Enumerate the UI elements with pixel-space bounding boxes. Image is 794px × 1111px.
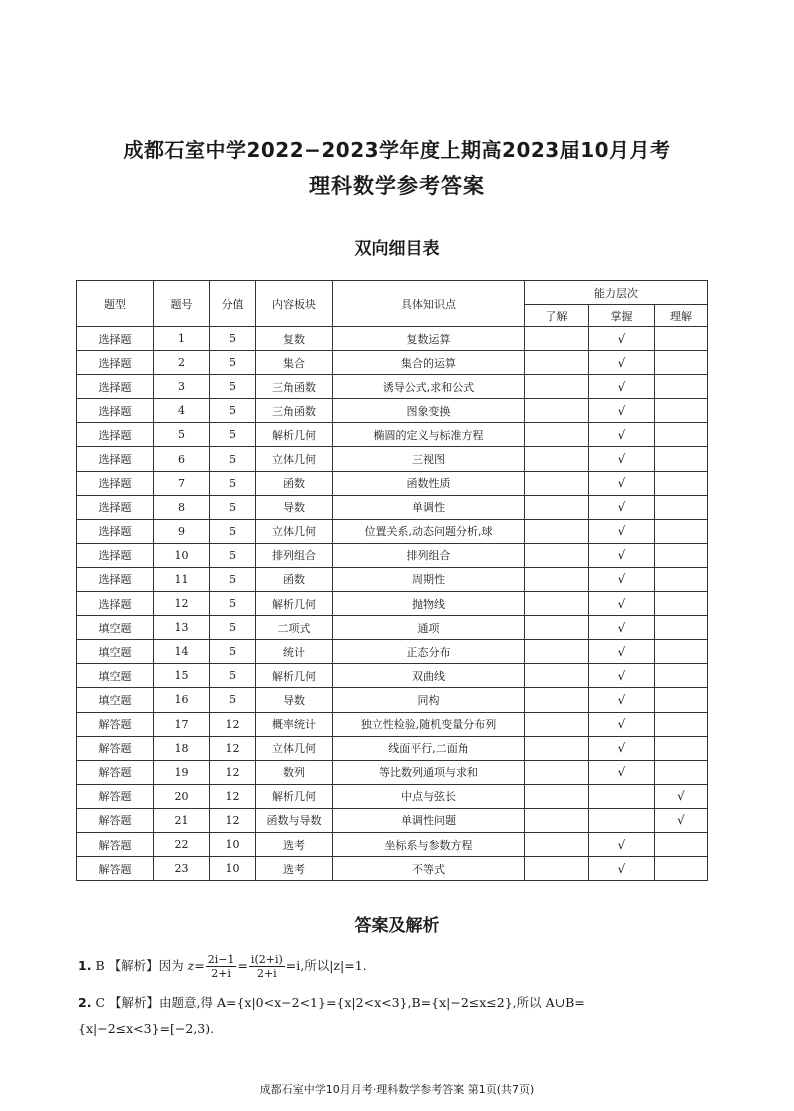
cell-score: 5 (210, 664, 256, 688)
answer-2-tag: 【解析】 (109, 995, 160, 1010)
cell-knowledge: 通项 (333, 616, 525, 640)
header-level-comprehend: 理解 (655, 305, 708, 327)
cell-score: 5 (210, 640, 256, 664)
two-way-specification-table (76, 280, 708, 881)
fraction-1-numerator: 2i−1 (207, 953, 235, 966)
cell-number: 12 (154, 592, 210, 616)
cell-type: 解答题 (77, 712, 154, 736)
cell-knowledge: 双曲线 (333, 664, 525, 688)
answer-1-eq: = (194, 958, 205, 973)
cell-number: 23 (154, 857, 210, 881)
cell-level-0 (525, 567, 589, 591)
cell-level-0 (525, 327, 589, 351)
cell-level-2 (655, 327, 708, 351)
cell-module: 概率统计 (256, 712, 333, 736)
cell-level-1 (589, 375, 655, 399)
cell-type: 解答题 (77, 857, 154, 881)
cell-level-1 (589, 471, 655, 495)
cell-level-1 (589, 616, 655, 640)
table-row (77, 327, 708, 351)
cell-type: 填空题 (77, 688, 154, 712)
cell-level-0 (525, 857, 589, 881)
checkmark-icon: √ (617, 765, 626, 780)
cell-type: 选择题 (77, 399, 154, 423)
cell-number: 14 (154, 640, 210, 664)
cell-score: 10 (210, 832, 256, 856)
table-row (77, 832, 708, 856)
cell-level-2 (655, 567, 708, 591)
cell-level-1 (589, 712, 655, 736)
answer-1-eq-2: = (237, 958, 248, 973)
cell-level-0 (525, 519, 589, 543)
table-row (77, 567, 708, 591)
cell-score: 12 (210, 760, 256, 784)
page-footer: 成都石室中学10月月考·理科数学参考答案 第1页(共7页) (259, 1083, 535, 1096)
cell-knowledge: 不等式 (333, 857, 525, 881)
cell-type: 选择题 (77, 567, 154, 591)
cell-module: 三角函数 (256, 399, 333, 423)
answer-1-tag: 【解析】 (108, 958, 159, 973)
cell-level-0 (525, 447, 589, 471)
cell-type: 选择题 (77, 351, 154, 375)
cell-knowledge: 集合的运算 (333, 351, 525, 375)
checkmark-icon: √ (617, 596, 626, 611)
cell-score: 5 (210, 399, 256, 423)
cell-level-1 (589, 736, 655, 760)
cell-module: 函数 (256, 471, 333, 495)
cell-level-1 (589, 423, 655, 447)
cell-level-2 (655, 857, 708, 881)
cell-level-1 (589, 543, 655, 567)
document-title-line2: 理科数学参考答案 (309, 174, 485, 198)
cell-number: 13 (154, 616, 210, 640)
cell-level-2 (655, 736, 708, 760)
cell-number: 16 (154, 688, 210, 712)
header-number: 题号 (154, 281, 210, 327)
cell-module: 集合 (256, 351, 333, 375)
cell-level-2 (655, 399, 708, 423)
answer-1-fraction-1 (206, 953, 237, 980)
answer-1 (78, 953, 708, 980)
cell-knowledge: 诱导公式,求和公式 (333, 375, 525, 399)
cell-type: 选择题 (77, 375, 154, 399)
cell-level-0 (525, 688, 589, 712)
cell-level-0 (525, 664, 589, 688)
cell-number: 2 (154, 351, 210, 375)
cell-number: 21 (154, 808, 210, 832)
cell-module: 立体几何 (256, 447, 333, 471)
cell-level-0 (525, 423, 589, 447)
cell-knowledge: 坐标系与参数方程 (333, 832, 525, 856)
cell-level-0 (525, 399, 589, 423)
cell-level-1 (589, 351, 655, 375)
checkmark-icon: √ (617, 427, 626, 442)
cell-knowledge: 单调性问题 (333, 808, 525, 832)
answer-2-number: 2. (78, 995, 92, 1010)
cell-number: 20 (154, 784, 210, 808)
table-row (77, 423, 708, 447)
cell-level-1 (589, 447, 655, 471)
cell-score: 5 (210, 495, 256, 519)
cell-module: 二项式 (256, 616, 333, 640)
cell-module: 统计 (256, 640, 333, 664)
cell-number: 17 (154, 712, 210, 736)
cell-type: 选择题 (77, 447, 154, 471)
checkmark-icon: √ (617, 500, 626, 515)
cell-type: 填空题 (77, 616, 154, 640)
cell-level-1 (589, 808, 655, 832)
answer-1-var-z: z (187, 958, 195, 973)
cell-level-1 (589, 519, 655, 543)
cell-level-2 (655, 664, 708, 688)
cell-level-1 (589, 592, 655, 616)
cell-module: 选考 (256, 832, 333, 856)
checkmark-icon: √ (617, 379, 626, 394)
table-body (77, 327, 708, 881)
cell-level-2 (655, 688, 708, 712)
cell-number: 18 (154, 736, 210, 760)
cell-level-1 (589, 832, 655, 856)
table-row (77, 712, 708, 736)
checkmark-icon: √ (617, 620, 626, 635)
checkmark-icon: √ (677, 813, 685, 828)
cell-score: 5 (210, 616, 256, 640)
fraction-2-denominator: 2+i (256, 967, 277, 980)
cell-level-2 (655, 519, 708, 543)
table-row (77, 640, 708, 664)
cell-level-0 (525, 616, 589, 640)
cell-type: 选择题 (77, 592, 154, 616)
cell-type: 选择题 (77, 495, 154, 519)
cell-score: 12 (210, 712, 256, 736)
cell-number: 5 (154, 423, 210, 447)
checkmark-icon: √ (617, 572, 626, 587)
answer-1-fraction-2 (249, 953, 285, 980)
cell-level-0 (525, 736, 589, 760)
cell-score: 5 (210, 351, 256, 375)
cell-level-0 (525, 808, 589, 832)
checkmark-icon: √ (677, 789, 685, 804)
answer-2-choice: C (95, 995, 106, 1010)
table-row (77, 616, 708, 640)
cell-score: 5 (210, 567, 256, 591)
cell-type: 选择题 (77, 519, 154, 543)
cell-level-1 (589, 567, 655, 591)
cell-module: 函数与导数 (256, 808, 333, 832)
checkmark-icon: √ (617, 741, 626, 756)
cell-number: 19 (154, 760, 210, 784)
table-row (77, 784, 708, 808)
header-level-master: 掌握 (589, 305, 655, 327)
table-row (77, 543, 708, 567)
checkmark-icon: √ (617, 355, 626, 370)
cell-level-2 (655, 471, 708, 495)
cell-level-0 (525, 543, 589, 567)
table-row (77, 375, 708, 399)
cell-score: 10 (210, 857, 256, 881)
cell-level-2 (655, 423, 708, 447)
cell-number: 9 (154, 519, 210, 543)
cell-level-1 (589, 760, 655, 784)
cell-level-0 (525, 495, 589, 519)
cell-level-2 (655, 447, 708, 471)
cell-knowledge: 位置关系,动态问题分析,球 (333, 519, 525, 543)
table-row (77, 664, 708, 688)
cell-module: 解析几何 (256, 784, 333, 808)
cell-module: 函数 (256, 567, 333, 591)
cell-type: 解答题 (77, 760, 154, 784)
cell-number: 8 (154, 495, 210, 519)
cell-type: 解答题 (77, 808, 154, 832)
answer-1-choice: B (95, 958, 105, 973)
cell-knowledge: 正态分布 (333, 640, 525, 664)
cell-module: 复数 (256, 327, 333, 351)
header-knowledge: 具体知识点 (333, 281, 525, 327)
cell-type: 选择题 (77, 423, 154, 447)
cell-level-2 (655, 543, 708, 567)
cell-level-0 (525, 832, 589, 856)
cell-number: 15 (154, 664, 210, 688)
cell-level-2 (655, 375, 708, 399)
cell-score: 12 (210, 784, 256, 808)
table-row (77, 447, 708, 471)
cell-number: 22 (154, 832, 210, 856)
cell-level-0 (525, 592, 589, 616)
table-row (77, 519, 708, 543)
checkmark-icon: √ (617, 476, 626, 491)
document-title-line1: 成都石室中学2022−2023学年度上期高2023届10月月考 (123, 138, 671, 162)
cell-knowledge: 独立性检验,随机变量分布列 (333, 712, 525, 736)
checkmark-icon: √ (617, 524, 626, 539)
cell-level-0 (525, 640, 589, 664)
table-row (77, 495, 708, 519)
cell-type: 选择题 (77, 543, 154, 567)
checkmark-icon: √ (617, 861, 626, 876)
cell-module: 选考 (256, 857, 333, 881)
cell-level-2 (655, 640, 708, 664)
cell-score: 5 (210, 471, 256, 495)
table-row (77, 736, 708, 760)
cell-score: 12 (210, 808, 256, 832)
answer-1-text-b: =i,所以|z|=1. (285, 958, 367, 973)
cell-level-0 (525, 712, 589, 736)
header-ability-group: 能力层次 (525, 281, 708, 305)
cell-module: 导数 (256, 495, 333, 519)
cell-level-2 (655, 592, 708, 616)
table-row (77, 351, 708, 375)
cell-number: 1 (154, 327, 210, 351)
table-row (77, 471, 708, 495)
cell-knowledge: 单调性 (333, 495, 525, 519)
cell-level-2 (655, 351, 708, 375)
cell-knowledge: 排列组合 (333, 543, 525, 567)
cell-number: 4 (154, 399, 210, 423)
answer-2-line-1-text: 由题意,得 A={x|0<x−2<1}={x|2<x<3},B={x|−2≤x≤2},所以 A∪B= (159, 995, 585, 1010)
checkmark-icon: √ (617, 837, 626, 852)
cell-number: 7 (154, 471, 210, 495)
cell-level-1 (589, 664, 655, 688)
cell-level-2 (655, 784, 708, 808)
cell-level-1 (589, 399, 655, 423)
cell-module: 解析几何 (256, 423, 333, 447)
checkmark-icon: √ (617, 548, 626, 563)
cell-module: 解析几何 (256, 592, 333, 616)
fraction-2-numerator: i(2+i) (250, 953, 283, 966)
cell-score: 5 (210, 327, 256, 351)
cell-score: 5 (210, 688, 256, 712)
cell-level-1 (589, 495, 655, 519)
checkmark-icon: √ (617, 644, 626, 659)
checkmark-icon: √ (617, 403, 626, 418)
header-type: 题型 (77, 281, 154, 327)
cell-knowledge: 抛物线 (333, 592, 525, 616)
table-row (77, 592, 708, 616)
cell-type: 解答题 (77, 736, 154, 760)
cell-score: 5 (210, 447, 256, 471)
checkmark-icon: √ (617, 331, 626, 346)
cell-knowledge: 线面平行,二面角 (333, 736, 525, 760)
cell-level-2 (655, 495, 708, 519)
cell-level-0 (525, 375, 589, 399)
cell-knowledge: 同构 (333, 688, 525, 712)
cell-module: 立体几何 (256, 736, 333, 760)
cell-knowledge: 椭圆的定义与标准方程 (333, 423, 525, 447)
cell-level-2 (655, 760, 708, 784)
cell-knowledge: 三视图 (333, 447, 525, 471)
cell-score: 12 (210, 736, 256, 760)
cell-module: 解析几何 (256, 664, 333, 688)
header-score: 分值 (210, 281, 256, 327)
table-row (77, 760, 708, 784)
cell-knowledge: 中点与弦长 (333, 784, 525, 808)
cell-type: 解答题 (77, 784, 154, 808)
answer-1-text-a: 因为 (158, 958, 184, 973)
cell-level-1 (589, 327, 655, 351)
cell-knowledge: 复数运算 (333, 327, 525, 351)
cell-level-1 (589, 857, 655, 881)
cell-score: 5 (210, 519, 256, 543)
cell-module: 排列组合 (256, 543, 333, 567)
table-row (77, 808, 708, 832)
cell-number: 6 (154, 447, 210, 471)
cell-score: 5 (210, 592, 256, 616)
cell-level-1 (589, 640, 655, 664)
answer-2-line-1 (78, 990, 708, 1016)
answer-1-number: 1. (78, 958, 92, 973)
cell-type: 解答题 (77, 832, 154, 856)
cell-level-2 (655, 616, 708, 640)
cell-score: 5 (210, 423, 256, 447)
cell-module: 立体几何 (256, 519, 333, 543)
cell-type: 填空题 (77, 640, 154, 664)
cell-type: 填空题 (77, 664, 154, 688)
cell-level-2 (655, 808, 708, 832)
cell-level-1 (589, 688, 655, 712)
checkmark-icon: √ (617, 452, 626, 467)
cell-knowledge: 图象变换 (333, 399, 525, 423)
answer-2-line-2: {x|−2≤x<3}=[−2,3). (78, 1021, 215, 1036)
answer-2 (78, 990, 708, 1042)
cell-level-1 (589, 784, 655, 808)
cell-number: 3 (154, 375, 210, 399)
cell-type: 选择题 (77, 471, 154, 495)
cell-level-2 (655, 832, 708, 856)
header-level-understand-basic: 了解 (525, 305, 589, 327)
cell-module: 数列 (256, 760, 333, 784)
cell-level-0 (525, 784, 589, 808)
cell-knowledge: 周期性 (333, 567, 525, 591)
cell-knowledge: 函数性质 (333, 471, 525, 495)
table-row (77, 399, 708, 423)
checkmark-icon: √ (617, 668, 626, 683)
cell-knowledge: 等比数列通项与求和 (333, 760, 525, 784)
cell-number: 11 (154, 567, 210, 591)
cell-type: 选择题 (77, 327, 154, 351)
header-module: 内容板块 (256, 281, 333, 327)
cell-level-0 (525, 351, 589, 375)
checkmark-icon: √ (617, 692, 626, 707)
cell-module: 三角函数 (256, 375, 333, 399)
checkmark-icon: √ (617, 717, 626, 732)
table-row (77, 857, 708, 881)
cell-number: 10 (154, 543, 210, 567)
fraction-1-denominator: 2+i (211, 967, 231, 980)
cell-level-0 (525, 471, 589, 495)
cell-level-2 (655, 712, 708, 736)
table-row (77, 688, 708, 712)
table-section-title: 双向细目表 (354, 239, 440, 259)
cell-score: 5 (210, 543, 256, 567)
cell-module: 导数 (256, 688, 333, 712)
cell-score: 5 (210, 375, 256, 399)
answers-section-title: 答案及解析 (354, 916, 440, 936)
cell-level-0 (525, 760, 589, 784)
